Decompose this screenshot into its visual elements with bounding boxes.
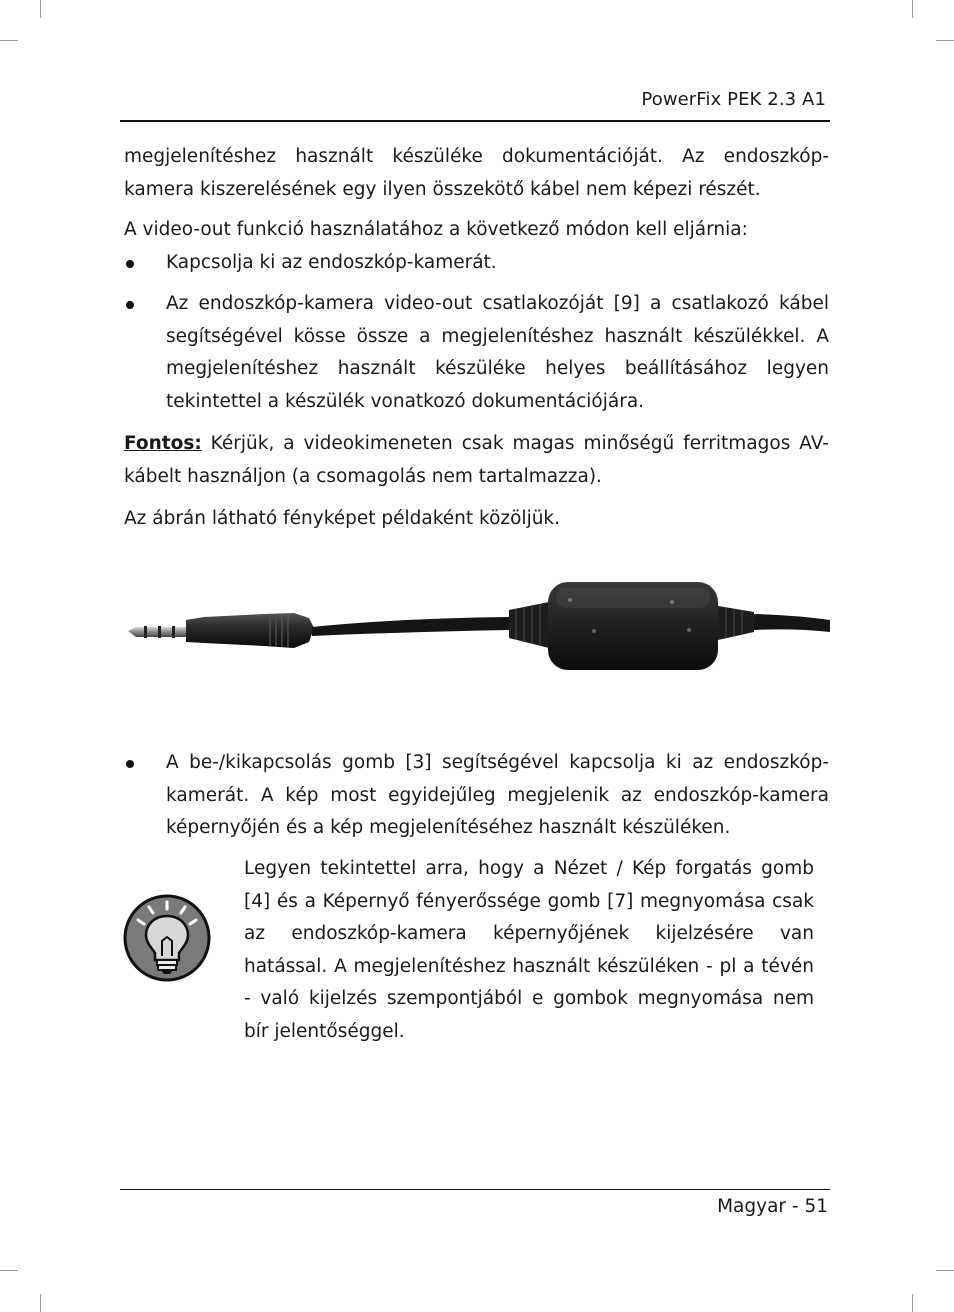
crop-mark [40, 0, 41, 18]
important-note [124, 428, 829, 493]
crop-mark [912, 1294, 913, 1312]
list-item [124, 288, 829, 418]
crop-mark [936, 40, 954, 41]
crop-mark [0, 40, 18, 41]
header-rule [120, 120, 830, 122]
page-number: Magyar - 51 [717, 1196, 828, 1217]
list-item-text: Az endoszkóp-kamera video-out csatlakozóját [9] a csatlakozó kábel segítségével kösse össze a megjelenítéshez használt készülékkel. A megjelenítéshez használt készüléke helyes beállításához legyen tekintettel a készülék vonatkozó dokumentációjára. [166, 293, 829, 412]
footer-rule [120, 1189, 830, 1190]
list-item [124, 247, 829, 280]
photo-caption: Az ábrán látható fényképet példaként közöljük. [124, 508, 561, 529]
paragraph: A video-out funkció használatához a következő módon kell eljárnia: [124, 219, 748, 240]
av-cable-photo [124, 570, 830, 680]
list-item [124, 747, 829, 845]
paragraph: megjelenítéshez használt készüléke dokumentációját. Az endoszkóp-kamera kiszerelésének egy ilyen összekötő kábel nem képezi részét. [124, 146, 829, 200]
crop-mark [0, 1270, 18, 1271]
list-item-text: Kapcsolja ki az endoszkóp-kamerát. [166, 252, 497, 273]
lightbulb-icon [122, 893, 212, 983]
crop-mark [912, 0, 913, 18]
crop-mark [936, 1270, 954, 1271]
page-header-title: PowerFix PEK 2.3 A1 [641, 89, 826, 110]
important-text: Kérjük, a videokimeneten csak magas minőségű ferritmagos AV-kábelt használjon (a csomagolás nem tartalmazza). [124, 433, 829, 487]
important-label: Fontos: [124, 433, 202, 454]
crop-mark [40, 1294, 41, 1312]
tip-text: Legyen tekintettel arra, hogy a Nézet / Kép forgatás gomb [4] és a Képernyő fényerőssége gomb [7] megnyomása csak az endoszkóp-kamera képernyőjének kijelzésére van hatással. A megjelenítéshez használt készüléken - pl a tévén - való kijelzés szempontjából e gombok megnyomása nem bír jelentőséggel. [244, 858, 814, 1042]
list-item-text: A be-/kikapcsolás gomb [3] segítségével kapcsolja ki az endoszkóp-kamerát. A kép most egyidejűleg megjelenik az endoszkóp-kamera képernyőjén és a kép megjelenítéséhez használt készüléken. [166, 752, 829, 838]
